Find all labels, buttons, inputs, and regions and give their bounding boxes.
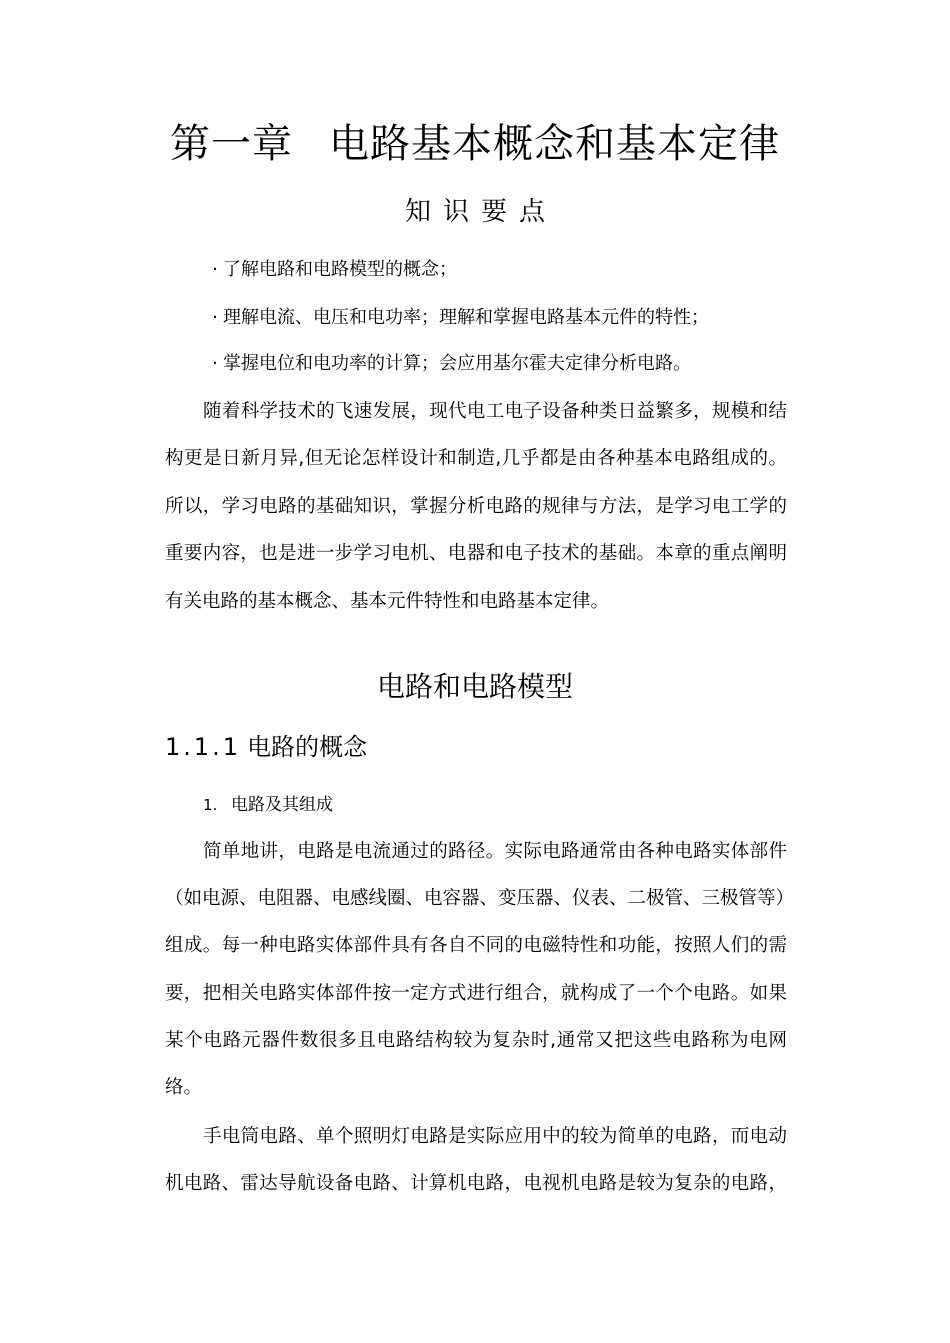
bullet-mark: · — [212, 353, 218, 374]
paragraph-line: 手电筒电路、单个照明灯电路是实际应用中的较为简单的电路，而电动 — [203, 1126, 787, 1147]
key-point-text: 了解电路和电路模型的概念； — [223, 259, 457, 280]
section-title: 电路和电路模型 — [376, 670, 573, 703]
chapter-label: 第一章 — [170, 121, 293, 167]
paragraph-line: （如电源、电阻器、电感线圈、电容器、变压器、仪表、二极管、三极管等） — [165, 888, 795, 909]
paragraph-line: 所以，学习电路的基础知识，掌握分析电路的规律与方法，是学习电工学的 — [165, 496, 787, 517]
paragraph-line: 络。 — [165, 1077, 203, 1098]
subsection-name: 电路的概念 — [247, 733, 368, 761]
key-point-item — [207, 257, 457, 283]
item-name: 电路及其组成 — [231, 795, 333, 815]
paragraph-line: 有关电路的基本概念、基本元件特性和电路基本定律。 — [165, 591, 610, 612]
bullet-mark: · — [212, 307, 218, 328]
paragraph-line: 某个电路元器件数很多且电路结构较为复杂时,通常又把这些电路称为电网 — [165, 1030, 787, 1051]
bullet-mark: · — [212, 259, 218, 280]
key-point-text: 理解电流、电压和电功率；理解和掌握电路基本元件的特性； — [223, 307, 709, 328]
paragraph-line: 随着科学技术的飞速发展，现代电工电子设备种类日益繁多，规模和结 — [203, 401, 787, 422]
subsection-title — [165, 730, 367, 764]
key-point-item — [207, 351, 691, 377]
item-number: 1. — [203, 796, 218, 814]
paragraph-line: 简单地讲，电路是电流通过的路径。实际电路通常由各种电路实体部件 — [203, 841, 787, 862]
subsection-number: 1.1.1 — [165, 733, 242, 761]
paragraph-line: 组成。每一种电路实体部件具有各自不同的电磁特性和功能，按照人们的需 — [165, 935, 787, 956]
paragraph-line: 要，把相关电路实体部件按一定方式进行组合，就构成了一个个电路。如果 — [165, 983, 787, 1004]
item-title — [203, 792, 333, 818]
chapter-title — [0, 116, 950, 172]
key-points-heading: 知识要点 — [404, 197, 557, 227]
paragraph-line: 重要内容，也是进一步学习电机、电器和电子技术的基础。本章的重点阐明 — [165, 543, 787, 564]
key-point-item — [207, 305, 709, 331]
key-point-text: 掌握电位和电功率的计算；会应用基尔霍夫定律分析电路。 — [223, 353, 691, 374]
chapter-name: 电路基本概念和基本定律 — [329, 121, 780, 167]
paragraph-line: 构更是日新月异,但无论怎样设计和制造,几乎都是由各种基本电路组成的。 — [165, 448, 787, 469]
paragraph-line: 机电路、雷达导航设备电路、计算机电路，电视机电路是较为复杂的电路， — [165, 1173, 787, 1194]
